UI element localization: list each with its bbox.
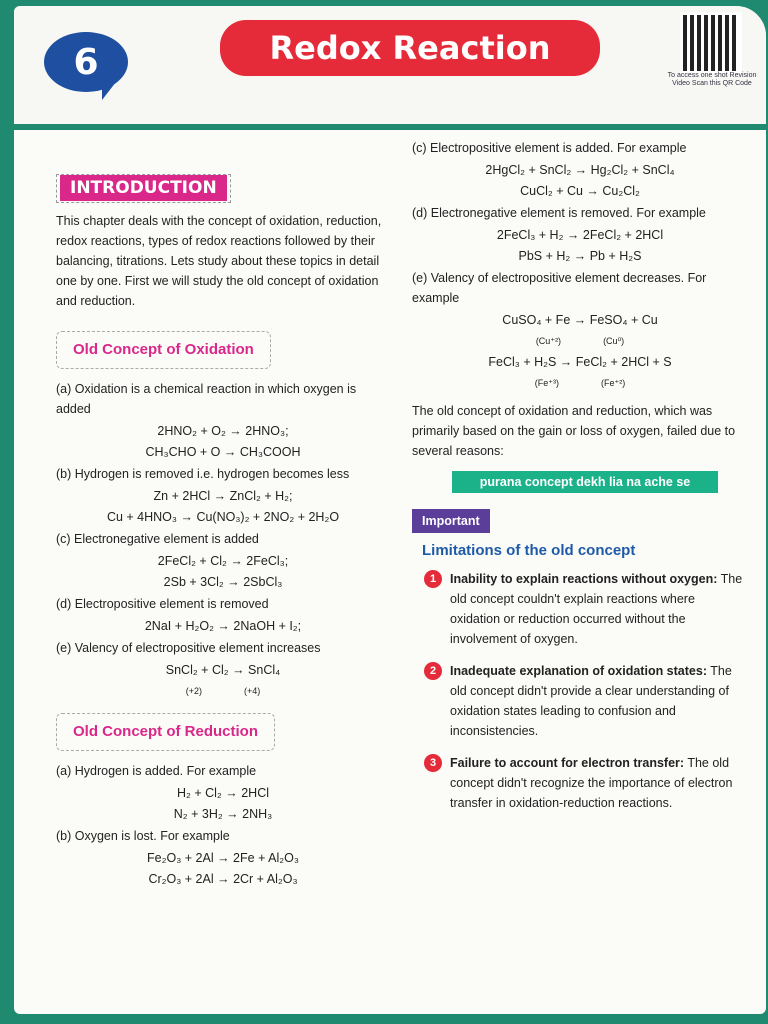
equation: 2HgCl₂ + SnCl₂ → Hg₂Cl₂ + SnCl₄ (485, 163, 675, 177)
equation: 2Sb + 3Cl₂ → 2SbCl₃ (163, 575, 283, 589)
reduction-section-title: Old Concept of Reduction (56, 713, 275, 751)
limitation-item (424, 753, 748, 813)
limitation-number-icon: 2 (424, 662, 442, 680)
list-item: (b) Oxygen is lost. For example (56, 829, 230, 843)
list-item: (d) Electropositive element is removed (56, 597, 269, 611)
limitations-list (412, 569, 748, 813)
chapter-number-badge: 6 (44, 32, 128, 92)
equation: H₂ + Cl₂ → 2HCl (176, 786, 269, 800)
chapter-header (14, 6, 766, 130)
limitation-number-icon: 3 (424, 754, 442, 772)
equation: Zn + 2HCl → ZnCl₂ + H₂; (153, 489, 293, 503)
right-column (412, 136, 748, 825)
oxidation-state-labels (56, 681, 390, 701)
limitation-heading: Inability to explain reactions without oxygen: (450, 572, 718, 586)
summary-text: The old concept of oxidation and reduction, which was primarily based on the gain or loss of oxygen, failed due to several reasons: (412, 404, 736, 458)
equation: 2HNO₂ + O₂ → 2HNO₃; (157, 424, 289, 438)
equation: 2FeCl₃ + H₂ → 2FeCl₂ + 2HCl (496, 228, 664, 242)
reduction-continued-list (412, 138, 748, 393)
limitation-body: The old concept didn't recognize the importance of electron transfer in oxidation-reduction reactions. (450, 756, 733, 810)
intro-heading: INTRODUCTION (56, 174, 231, 203)
limitation-item (424, 661, 748, 741)
equation: SnCl₂ + Cl₂ → SnCl₄ (165, 663, 281, 677)
equation: PbS + H₂ → Pb + H₂S (518, 249, 642, 263)
equation: CuSO₄ + Fe → FeSO₄ + Cu (502, 313, 658, 327)
limitation-text (450, 569, 748, 649)
equation: CuCl₂ + Cu → Cu₂Cl₂ (520, 184, 640, 198)
list-item: (a) Hydrogen is added. For example (56, 764, 257, 778)
page (14, 6, 766, 1014)
equation: Cr₂O₃ + 2Al → 2Cr + Al₂O₃ (148, 872, 298, 886)
oxidation-state: (Cu⁺²) (535, 336, 562, 346)
list-item: (a) Oxidation is a chemical reaction in which oxygen is added (56, 382, 357, 416)
equation: 2FeCl₂ + Cl₂ → 2FeCl₃; (157, 554, 289, 568)
reduction-list (56, 761, 390, 889)
equation: FeCl₃ + H₂S → FeCl₂ + 2HCl + S (488, 355, 672, 369)
oxidation-state: (Cu⁰) (603, 336, 625, 346)
equation: Cu + 4HNO₃ → Cu(NO₃)₂ + 2NO₂ + 2H₂O (106, 510, 340, 524)
limitation-body: The old concept didn't provide a clear understanding of oxidation states leading to confusion and inconsistencies. (450, 664, 732, 738)
limitation-number-icon: 1 (424, 570, 442, 588)
equation: 2NaI + H₂O₂ → 2NaOH + I₂; (144, 619, 302, 633)
oxidation-state: (Fe⁺³) (534, 378, 559, 388)
important-label: Important (412, 509, 490, 533)
qr-code-icon[interactable] (680, 12, 742, 74)
limitation-text (450, 661, 748, 741)
oxidation-state: (Fe⁺²) (601, 378, 626, 388)
oxidation-section-title: Old Concept of Oxidation (56, 331, 271, 369)
equation: Fe₂O₃ + 2Al → 2Fe + Al₂O₃ (147, 851, 299, 865)
list-item: (b) Hydrogen is removed i.e. hydrogen becomes less (56, 467, 350, 481)
qr-caption: To access one shot Revision Video Scan this QR Code (667, 72, 757, 87)
limitation-item (424, 569, 748, 649)
limitation-body: The old concept couldn't explain reactions where oxidation or reduction occurred without the involvement of oxygen. (450, 572, 743, 646)
equation: N₂ + 3H₂ → 2NH₃ (173, 807, 273, 821)
list-item: (c) Electronegative element is added (56, 532, 259, 546)
limitations-title: Limitations of the old concept (422, 542, 636, 559)
chapter-title: Redox Reaction (220, 20, 600, 76)
limitation-heading: Inadequate explanation of oxidation states: (450, 664, 707, 678)
list-item: (e) Valency of electropositive element increases (56, 641, 321, 655)
left-column (56, 136, 390, 890)
intro-text: This chapter deals with the concept of oxidation, reduction, redox reactions, types of redox reactions followed by their balancing, titrations. Lets study about these topics in detail one by one. First we will study the old concept of oxidation and reduction. (56, 214, 382, 308)
limitation-heading: Failure to account for electron transfer: (450, 756, 685, 770)
oxidation-state: (+4) (244, 686, 261, 696)
list-item: (e) Valency of electropositive element decreases. For example (412, 271, 707, 305)
equation: CH₃CHO + O → CH₃COOH (145, 445, 301, 459)
limitation-text (450, 753, 748, 813)
hint-banner: purana concept dekh lia na ache se (452, 471, 718, 493)
oxidation-state-labels (412, 331, 748, 351)
oxidation-state: (+2) (185, 686, 202, 696)
list-item: (d) Electronegative element is removed. For example (412, 206, 706, 220)
oxidation-list (56, 379, 390, 701)
oxidation-state-labels (412, 373, 748, 393)
list-item: (c) Electropositive element is added. For example (412, 141, 687, 155)
